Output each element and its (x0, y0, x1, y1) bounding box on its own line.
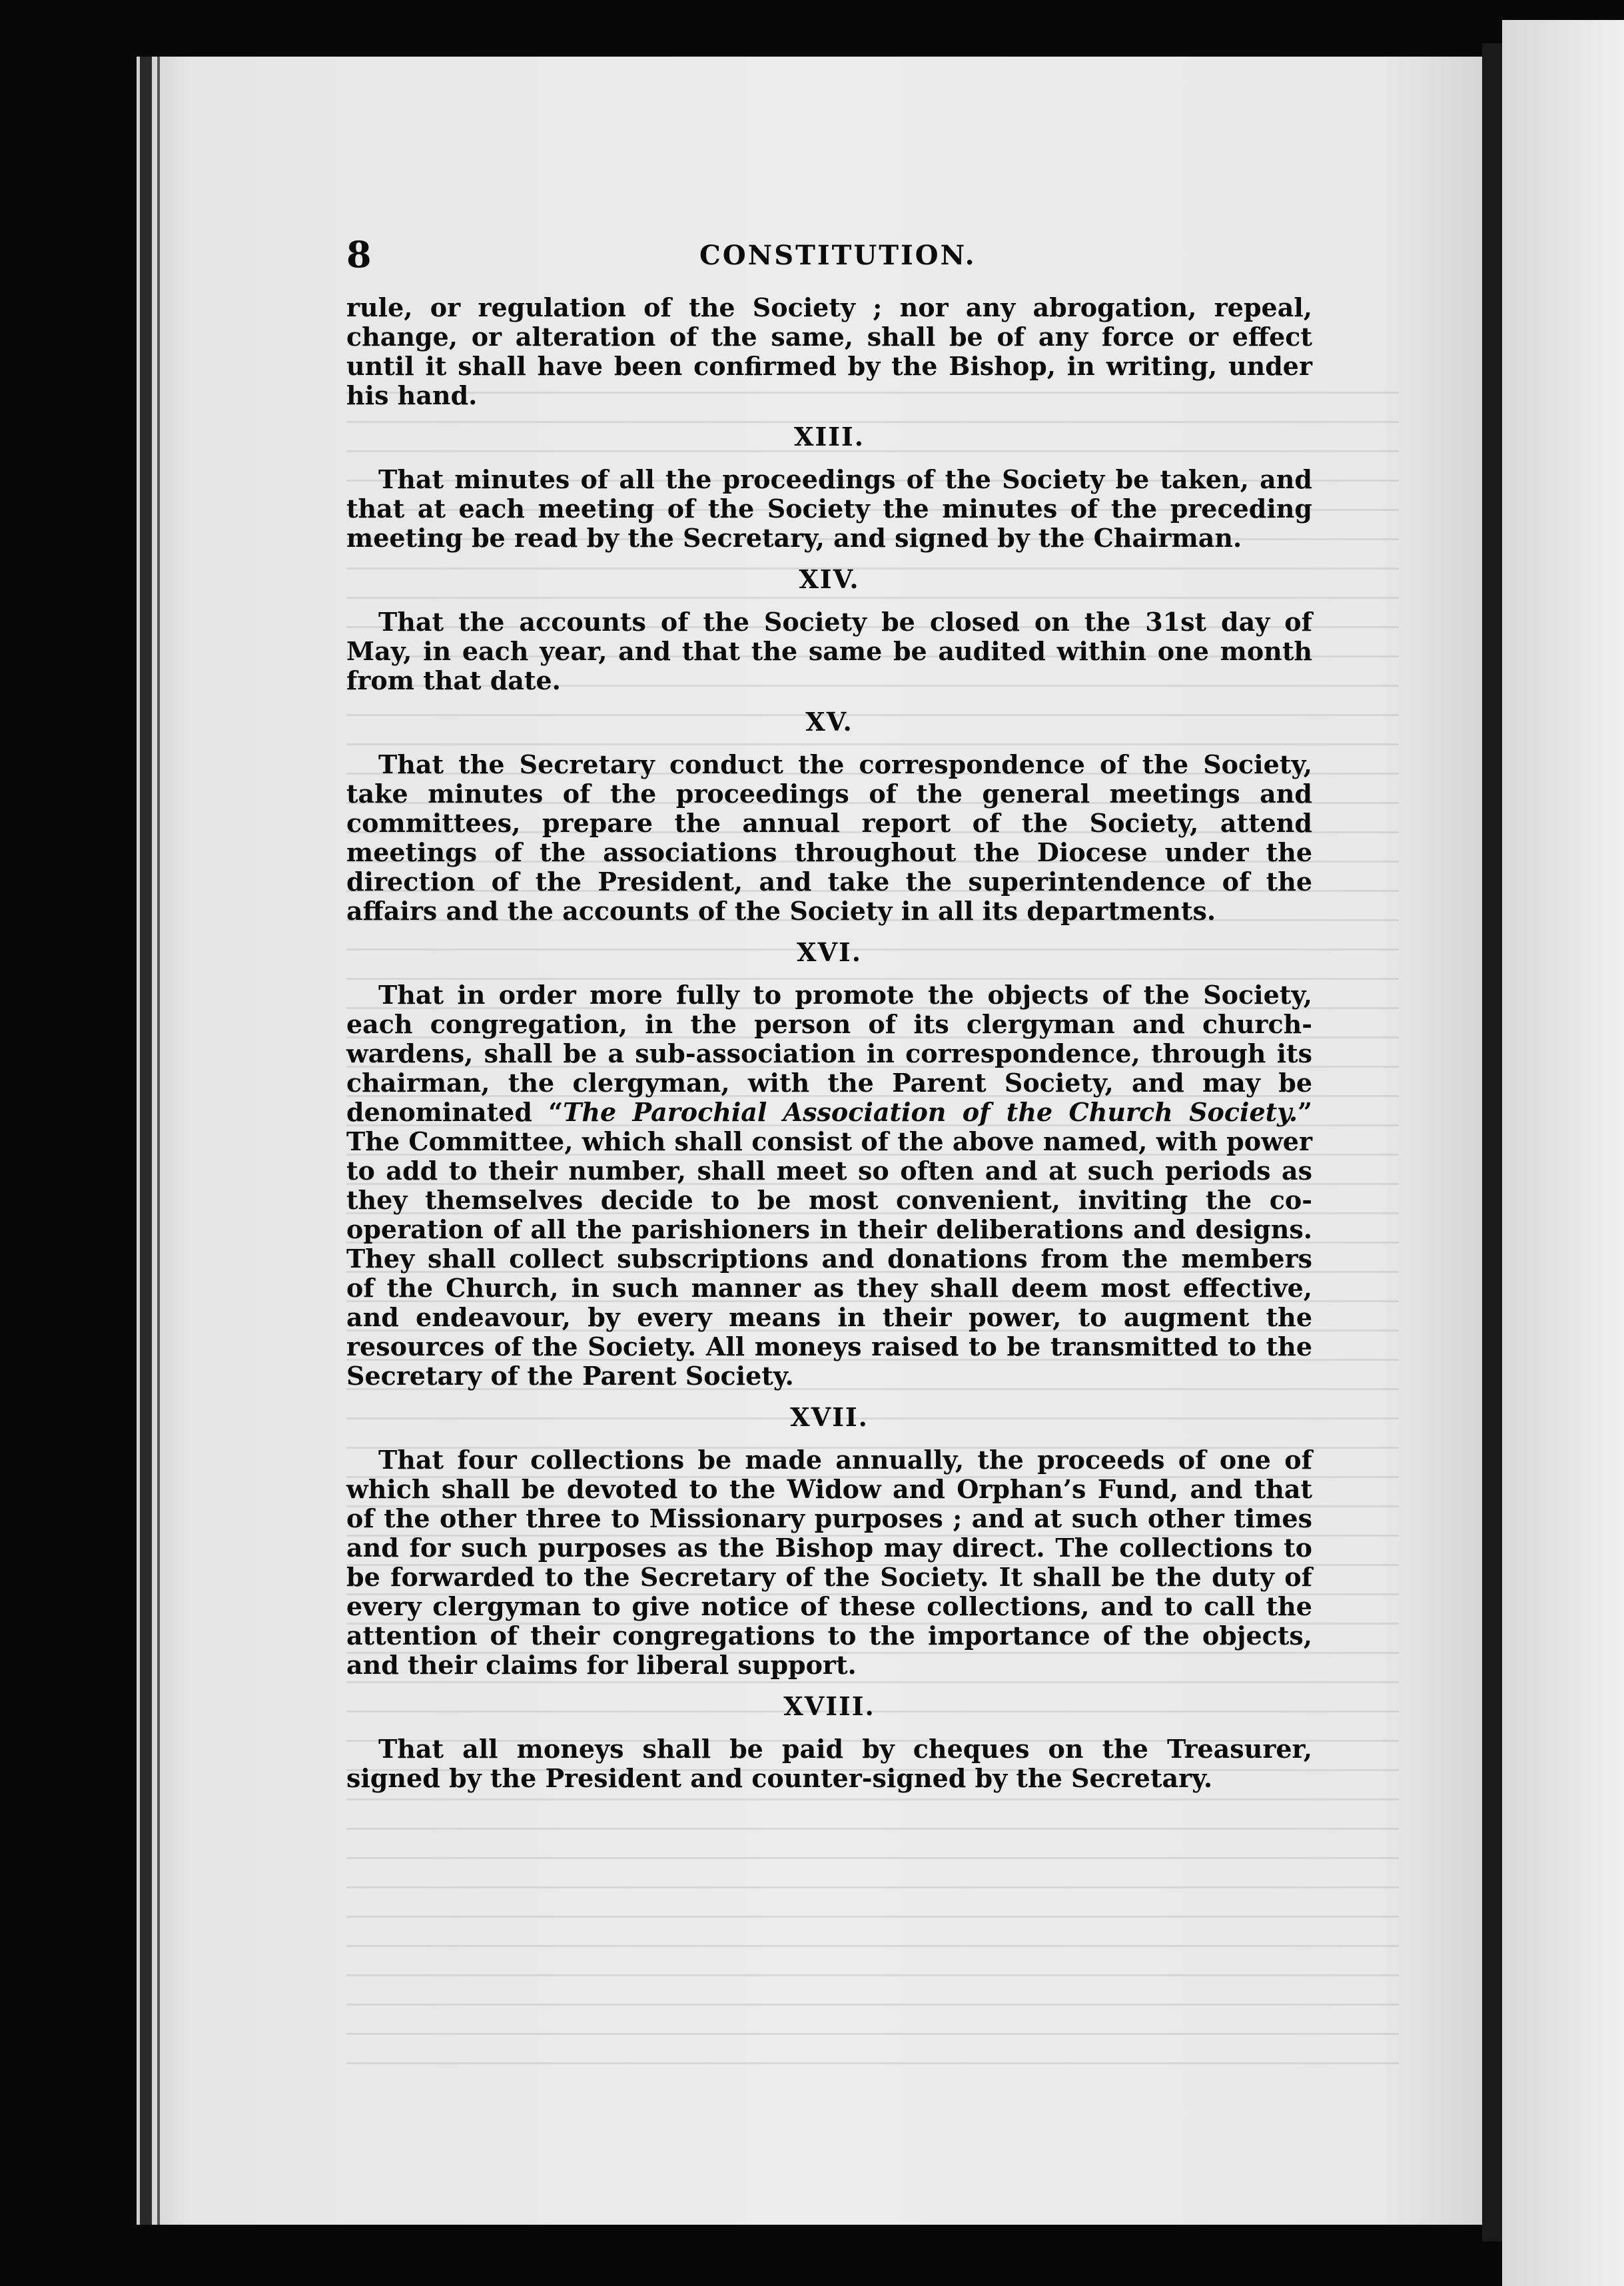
section-heading-xiv: XIV. (799, 564, 860, 594)
binding-line (157, 57, 160, 2225)
association-name: The Parochial Association of the Church Society. (563, 1097, 1298, 1127)
running-head: CONSTITUTION. (699, 240, 977, 271)
section-text-xiii: That minutes of all the proceedings of the Society be taken, and that at each meeting of the Society the minutes of the preceding meeting be read by the Secretary, and signed by the Chairman. (346, 464, 1312, 553)
page-content (346, 233, 1312, 1793)
section-heading-xv: XV. (805, 707, 853, 737)
section-heading-xvii: XVII. (790, 1402, 869, 1432)
page-gutter-shadow (1482, 43, 1502, 2241)
section-heading-xvi: XVI. (797, 937, 862, 967)
section-text-xiv: That the accounts of the Society be closed on the 31st day of May, in each year, and that the same be audited within one month from that date. (346, 607, 1312, 695)
facing-page-edge (1502, 20, 1624, 2286)
section-heading-xiii: XIII. (793, 422, 865, 452)
continued-paragraph: rule, or regulation of the Society ; nor any abrogation, repeal, change, or alteration of the same, shall be of any force or effect until it shall have been confirmed by the Bishop, in writing, under his hand. (346, 292, 1312, 410)
binding-shadow (140, 57, 152, 2225)
section-text-xvi (346, 980, 1312, 1391)
section-heading-xviii: XVIII. (783, 1691, 875, 1721)
page-header (346, 233, 1312, 286)
section-text-xvii: That four collections be made annually, the proceeds of one of which shall be devoted to the Widow and Orphan’s Fund, and that of the other three to Missionary purposes ; and at such other times and for such purposes as the Bishop may direct. The collections to be forwarded to the Secretary of the Society. It shall be the duty of every clergyman to give notice of these collections, and to call the attention of their congregations to the importance of the objects, and their claims for liberal support. (346, 1445, 1312, 1680)
section-text-xvi-part-a: That in order more fully to promote the objects of the Society, each congregation, in the person of its clergyman and church-wardens, shall be a sub-association in correspondence, through its chairman, the clergyman, with the Parent Society, and may be denominated “ (346, 980, 1312, 1127)
section-text-xvi-part-b: ” The Committee, which shall consist of the above named, with power to add to their number, shall meet so often and at such periods as they themselves decide to be most convenient, inviting the co-operation of all the parishioners in their deliberations and designs. They shall collect subscriptions and donations from the members of the Church, in such manner as they shall deem most effective, and endeavour, by every means in their power, to augment the resources of the Society. All moneys raised to be transmitted to the Secretary of the Parent Society. (346, 1097, 1312, 1391)
section-text-xviii: That all moneys shall be paid by cheques on the Treasurer, signed by the President and counter-signed by the Secretary. (346, 1734, 1312, 1793)
section-text-xv: That the Secretary conduct the correspondence of the Society, take minutes of the proceedings of the general meetings and committees, prepare the annual report of the Society, attend meetings of the associations throughout the Diocese under the direction of the President, and take the superintendence of the affairs and the accounts of the Society in all its departments. (346, 749, 1312, 926)
page-number: 8 (346, 233, 372, 276)
